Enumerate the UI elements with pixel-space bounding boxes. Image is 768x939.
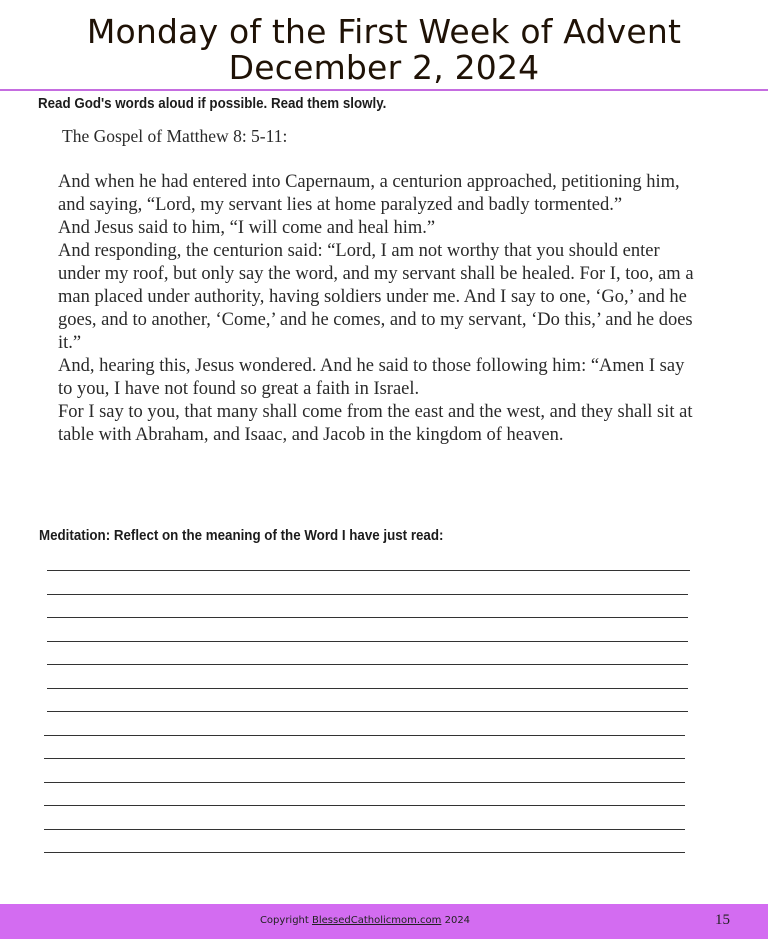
writing-line[interactable]	[47, 711, 688, 712]
copyright-notice	[0, 915, 730, 926]
writing-line[interactable]	[47, 664, 688, 665]
writing-line[interactable]	[44, 829, 685, 830]
writing-line[interactable]	[47, 688, 688, 689]
writing-line[interactable]	[44, 735, 685, 736]
scripture-passage	[58, 171, 698, 447]
copyright-year: 2024	[444, 915, 471, 926]
writing-line[interactable]	[44, 852, 685, 853]
scripture-paragraph: And, hearing this, Jesus wondered. And he said to those following him: “Amen I say to you, I have not found so great a faith in Israel.	[58, 356, 685, 399]
writing-line[interactable]	[44, 758, 685, 759]
page-number: 15	[715, 912, 730, 928]
scripture-paragraph: And responding, the centurion said: “Lord, I am not worthy that you should enter under my roof, but only say the word, and my servant shall be healed. For I, too, am a man placed under authority, having soldiers under me. And I say to one, ‘Go,’ and he goes, and to another, ‘Come,’ and he comes, and to my servant, ‘Do this,’ and he does it.”	[58, 241, 694, 353]
copyright-site-link[interactable]: BlessedCatholicmom.com	[312, 915, 442, 926]
writing-line[interactable]	[47, 617, 688, 618]
writing-line[interactable]	[44, 805, 685, 806]
writing-line[interactable]	[44, 782, 685, 783]
scripture-paragraph: For I say to you, that many shall come from the east and the west, and they shall sit at table with Abraham, and Isaac, and Jacob in the kingdom of heaven.	[58, 402, 693, 445]
copyright-label: Copyright	[259, 915, 309, 926]
scripture-paragraph: And when he had entered into Capernaum, a centurion approached, petitioning him, and saying, “Lord, my servant lies at home paralyzed and badly tormented.”	[58, 172, 680, 215]
title-divider	[0, 89, 768, 91]
page-title-line-2: December 2, 2024	[228, 48, 540, 87]
writing-line[interactable]	[47, 570, 690, 571]
page-footer	[0, 904, 768, 939]
page-title	[0, 14, 768, 86]
scripture-reference: The Gospel of Matthew 8: 5-11:	[62, 126, 288, 146]
scripture-paragraph: And Jesus said to him, “I will come and heal him.”	[58, 218, 436, 238]
writing-line[interactable]	[47, 594, 688, 595]
writing-line[interactable]	[47, 641, 688, 642]
reading-instruction: Read God's words aloud if possible. Read them slowly.	[38, 96, 387, 112]
page-title-line-1: Monday of the First Week of Advent	[86, 12, 682, 51]
meditation-prompt: Meditation: Reflect on the meaning of the Word I have just read:	[39, 528, 444, 544]
